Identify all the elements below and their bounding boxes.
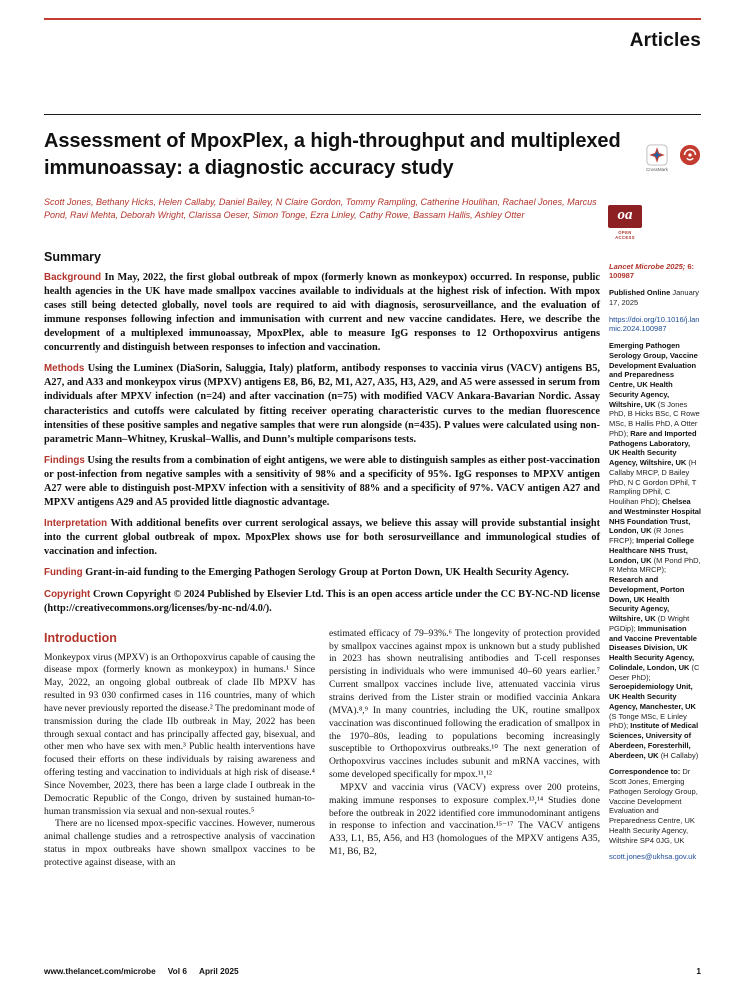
crossmark-label: CrossMark — [646, 167, 668, 172]
crossmark-icon[interactable] — [642, 144, 672, 172]
affiliation-people: (C Oeser PhD); — [609, 662, 700, 682]
issue-volume: Vol 6 — [167, 966, 187, 976]
crossmark-glyph — [646, 144, 668, 166]
summary-section-text: Crown Copyright © 2024 Published by Elsevier Ltd. This is an open access article under the CC BY-NC-ND license (http://creativecommons.org/licenses/by-nc-nd/4.0/). — [44, 588, 600, 614]
published-online-date: January 17, 2025 — [609, 288, 700, 307]
affiliation-name: Research and Development, Porton Down, UK Health Security Agency, Wiltshire, UK — [609, 575, 685, 624]
summary-paragraph — [44, 566, 600, 580]
summary-section-label: Funding — [44, 567, 83, 579]
summary-section-label: Interpretation — [44, 518, 108, 530]
published-online — [609, 288, 701, 308]
affiliation-people: (S Jones PhD, B Hicks BSc, C Rowe MSc, B Hallis PhD, A Otter PhD); — [609, 399, 700, 438]
citation-volume: 6: 100987 — [609, 261, 695, 281]
affiliation-name: Seroepidemiology Unit, UK Health Security Agency, Manchester, UK — [609, 682, 696, 711]
margin-notes — [609, 250, 701, 870]
journal-url: www.thelancet.com/microbe — [44, 966, 156, 976]
open-access-badge — [608, 205, 642, 240]
body-column-left — [44, 628, 315, 870]
oa-logo: oa — [608, 205, 642, 228]
citation-journal: Lancet Microbe 2025; — [609, 261, 688, 271]
correspondence — [609, 767, 701, 845]
page-number: 1 — [696, 966, 701, 976]
summary-section-text: Using the Luminex (DiaSorin, Saluggia, Italy) platform, antibody responses to vaccinia virus (VACV) antigens B5, A27, and A33 and monkeypox virus (MPXV) antigens E8, B6, B2, M1, A27, A35, H3, A29, and A5 were assessed in serum from individuals after MPXV infection (n=24) and after vaccination (n=75) with modified VACV Ankara-Bavarian Nordic. Assay characteristics and cutoffs were calculated by fitting receiver operating characteristic curves to the median fluorescence intensities of these positive samples and negative samples that were run alongside (n=435). P values were calculated using non-parametric Mann–Whitney, Kruskal–Wallis, and Dunn’s multiple comparisons tests. — [44, 363, 600, 445]
published-online-label: Published Online — [609, 288, 673, 298]
title-icons — [642, 144, 701, 182]
issue-date: April 2025 — [198, 966, 239, 976]
summary-paragraph — [44, 454, 600, 510]
correspondence-label: Correspondence to: — [609, 767, 683, 777]
affiliation-people: (H Callaby) — [660, 750, 699, 760]
citation — [609, 262, 701, 282]
page-footer — [44, 966, 701, 976]
correspondence-text: Dr Scott Jones, Emerging Pathogen Serology Group, Vaccine Development Evaluation and Preparedness Centre, UK Health Security Agency, Wiltshire SP4 0JG, UK — [609, 767, 698, 845]
body-column-right — [329, 628, 600, 870]
affiliation-people: (M Pond PhD, R Mehta MRCP); — [609, 555, 701, 575]
affiliation-people: (R Jones FRCP); — [609, 526, 684, 546]
affiliation-people: (S Tonge MSc, E Linley PhD); — [609, 711, 687, 731]
affiliation-name: Immunisation and Vaccine Preventable Diseases Division, UK Health Security Agency, Colindale, London, UK — [609, 623, 697, 672]
summary-paragraph — [44, 362, 600, 447]
section-label: Articles — [629, 30, 701, 51]
title-block — [44, 114, 701, 222]
body-paragraph: There are no licensed mpox-specific vaccines. However, numerous animal challenge studies and a retrospective analysis of vaccination status in mpox outbreaks have shown smallpox vaccines to be protective against disease, with an — [44, 818, 315, 868]
body-columns — [44, 628, 600, 870]
body-paragraph: MPXV and vaccinia virus (VACV) express over 200 proteins, making immune responses to exposure complex.¹³,¹⁴ Studies done before the outbreak in 2022 identified core immunodominant antigens in response to infection and vaccination.¹⁵⁻¹⁷ The VACV antigens A33, L1, B5, A56, and H3 (homologues of the MPXV antigens A35, M1, B6, B2, — [329, 781, 600, 858]
introduction-text-right — [329, 628, 600, 859]
summary-section-text: Using the results from a combination of eight antigens, we were able to distinguish samples as either post-vaccination or post-infection from negative samples with a sensitivity of 98% and a specificity of 95%. IgG responses to MPXV antigen A27 were able to distinguish post-MPXV infection with a sensitivity of 88% and a specificity of 97%. VACV antigen A27 and MPXV antigens A29 and A5 provided little diagnostic advantage. — [44, 454, 600, 509]
affiliations-block — [609, 341, 701, 760]
main-column — [44, 250, 600, 870]
content-area — [44, 250, 701, 870]
affiliation-name: Imperial College Healthcare NHS Trust, London, UK — [609, 536, 695, 565]
email-link[interactable]: scott.jones@ukhsa.gov.uk — [609, 852, 697, 862]
author-list: Scott Jones, Bethany Hicks, Helen Callaby, Daniel Bailey, N Claire Gordon, Tommy Rampling, Catherine Houlihan, Rachael Jones, Marcus Pond, Ravi Mehta, Deborah Wright, Clarissa Oeser, Simon Tonge, Ezra Linley, Cathy Rowe, Bassam Hallis, Ashley Otter — [44, 196, 597, 220]
oa-sub-label: OPEN ACCESS — [615, 230, 635, 240]
affiliation-name: Chelsea and Westminster Hospital NHS Foundation Trust, London, UK — [609, 497, 701, 536]
top-rule — [44, 18, 701, 20]
summary-sections — [44, 271, 600, 616]
doi-link[interactable]: https://doi.org/10.1016/j.lanmic.2024.100987 — [609, 314, 700, 334]
summary-section-label: Background — [44, 271, 102, 283]
affiliation-name: Institute of Medical Sciences, University of Aberdeen, Foresterhill, Aberdeen, UK — [609, 721, 699, 760]
body-paragraph: Monkeypox virus (MPXV) is an Orthopoxvirus capable of causing the disease mpox (formerly known as monkeypox) in humans.¹ Since May, 2022, an ongoing global outbreak of clade IIb MPXV has resulted in 93 030 confirmed cases in 116 countries, many of which have never previously reported the disease.² The predominant mode of transmission during the clade IIb outbreak in May, 2022 has been through sexual contact and has principally affected gay, bisexual, and other men who have sex with men.³ Public health interventions have focused their efforts on these individuals by raising awareness and offering testing and vaccination to individuals at high risk of disease.⁴ Since November, 2023, there has been a large clade I outbreak in the Democratic Republic of the Congo, driven by sustained human-to-human transmission via sexual and non-sexual routes.⁵ — [44, 651, 315, 817]
article-title: Assessment of MpoxPlex, a high-throughput and multiplexed immunoassay: a diagnostic accuracy study — [44, 130, 621, 179]
summary-section-text: Grant-in-aid funding to the Emerging Pathogen Serology Group at Porton Down, UK Health Security Agency. — [82, 567, 569, 579]
introduction-heading: Introduction — [44, 630, 117, 645]
body-paragraph: estimated efficacy of 79–93%.⁶ The longevity of protection provided by smallpox vaccines against mpox is unknown but a study published in 2023 has shown neutralising antibodies and T-cell responses persisting in individuals who were immunised 40–60 years earlier.⁷ Current smallpox vaccines include live, attenuated vaccinia virus strains derived from the Lister strain or modified vaccinia Ankara (MVA).⁸,⁹ In many countries, including the UK, routine smallpox vaccination was discontinued following the eradication of smallpox in the 1970–80s, leading to populations becoming increasingly susceptible to Orthopoxvirus outbreaks.¹⁰ The next generation of Orthopoxvirus vaccines includes subunit and mRNA vaccines, with some developed specifically for mpox.¹¹,¹² — [329, 627, 600, 781]
summary-section-label: Findings — [44, 454, 85, 466]
red-seal-icon — [679, 144, 701, 171]
summary-paragraph — [44, 588, 600, 616]
summary-section-text: With additional benefits over current serological assays, we believe this assay will provide substantial insight into the current global outbreak of mpox. MpoxPlex shows use for both serosurveillance and immunological studies of vaccination and infection. — [44, 518, 600, 558]
affiliation-name: Rare and Imported Pathogens Laboratory, UK Health Security Agency, Wiltshire, UK — [609, 428, 697, 468]
affiliation-people: (H Callaby MRCP, D Bailey PhD, N C Gordon DPhil, T Rampling DPhil, C Houlihan PhD); — [609, 458, 697, 507]
summary-heading: Summary — [44, 249, 101, 264]
summary-paragraph — [44, 271, 600, 356]
introduction-text-left — [44, 652, 315, 870]
summary-section-label: Copyright — [44, 588, 91, 600]
summary-section-label: Methods — [44, 363, 85, 375]
affiliation-name: Emerging Pathogen Serology Group, Vaccine Development Evaluation and Preparedness Centre, UK Health Security Agency, Wiltshire, UK — [609, 341, 698, 409]
summary-paragraph — [44, 517, 600, 559]
summary-section-text: In May, 2022, the first global outbreak of mpox (formerly known as monkeypox) occurred. In response, public health agencies in the UK have made smallpox vaccines available to individuals at the highest risk of infection. With mpox cases still being detected globally, novel tools are required to aid with diagnosis, serosurveillance, and the evaluation of immune responses following infection and immunisation with current and new vaccine candidates. Here, we describe the development of a multiplexed immunoassay, MpoxPlex, able to measure IgG responses to 12 Orthopoxvirus antigens concurrently and distinguish between responses to infection and vaccination. — [44, 271, 600, 354]
affiliation-people: (D Wright PGDip); — [609, 614, 690, 633]
